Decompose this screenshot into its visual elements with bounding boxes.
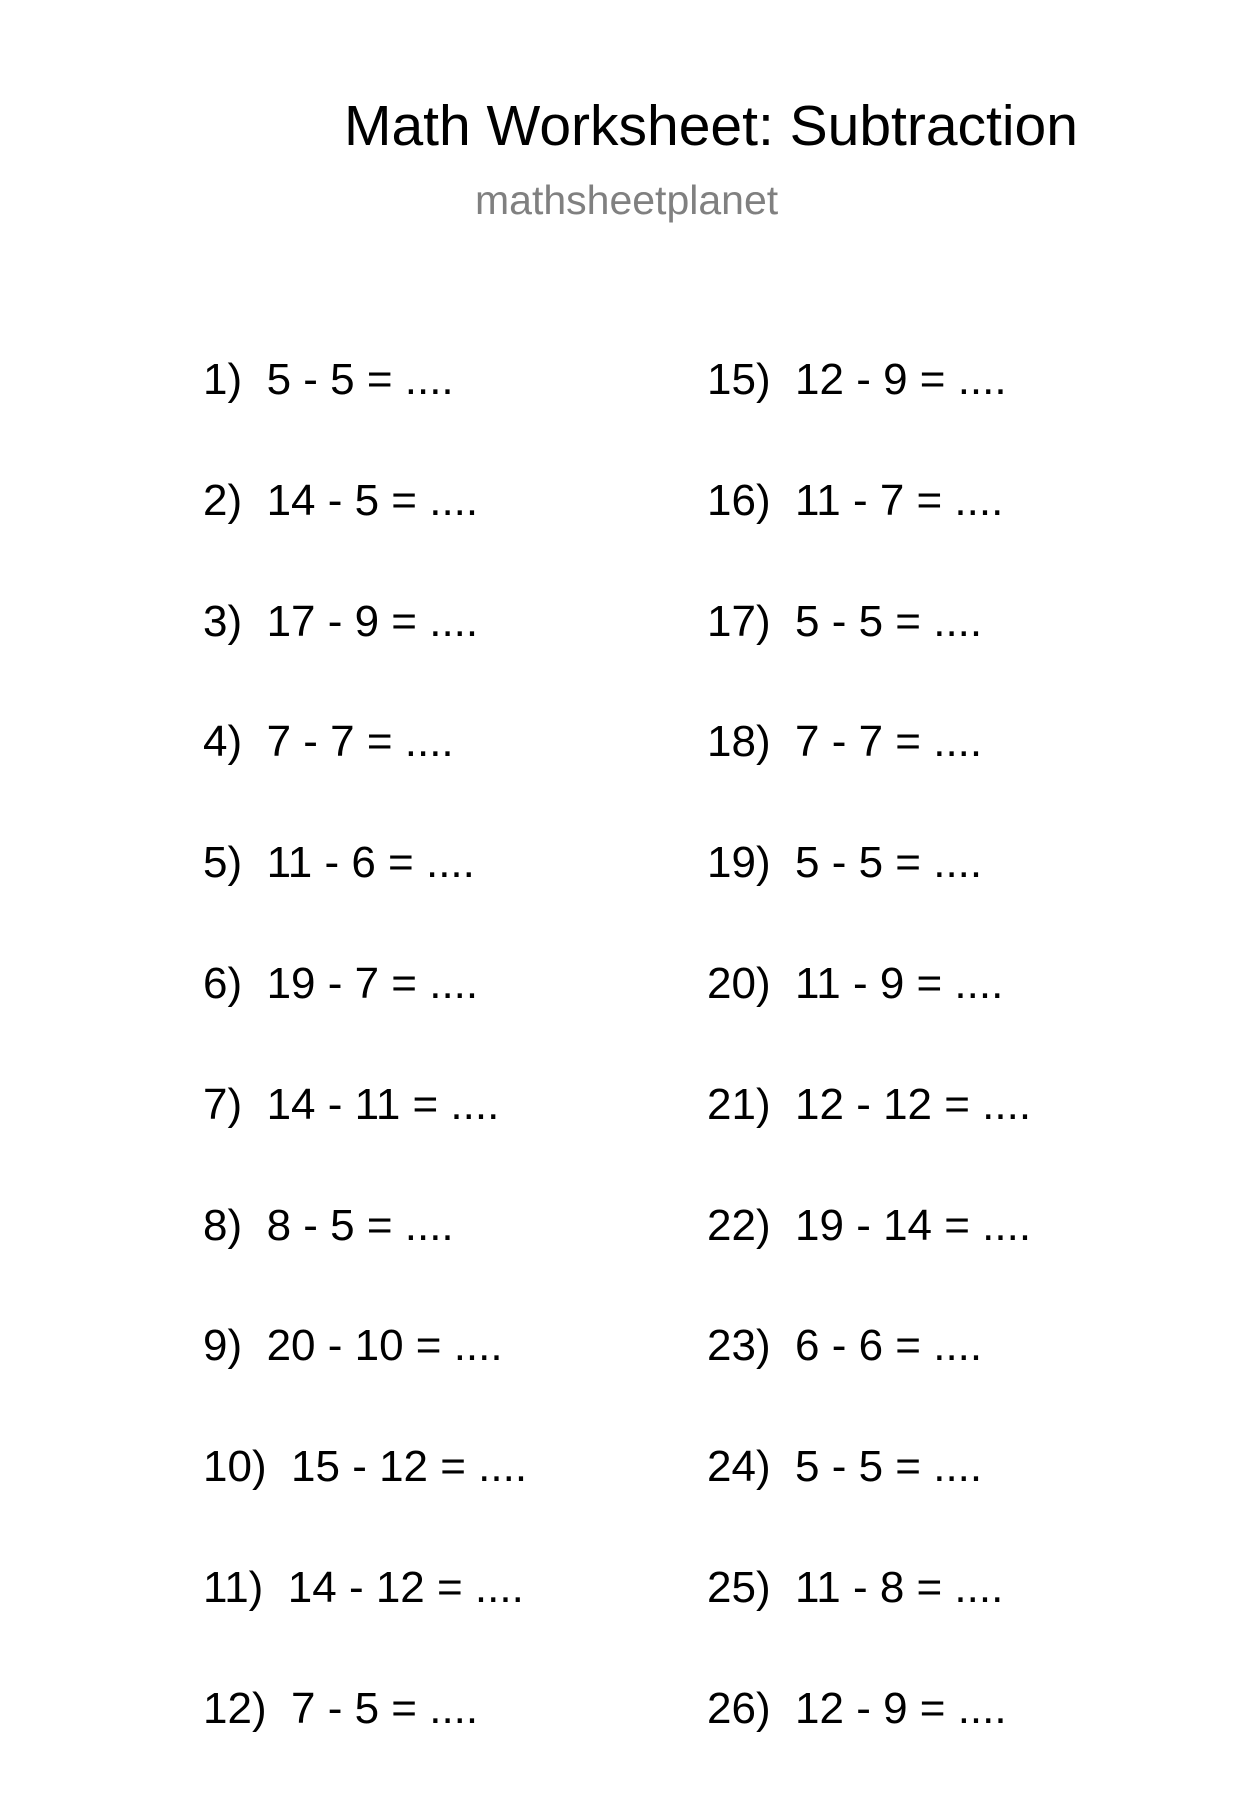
problem-item: 2) 14 - 5 = ....: [203, 475, 479, 525]
problem-item: 25) 11 - 8 = ....: [707, 1562, 1004, 1612]
problem-item: 12) 7 - 5 = ....: [203, 1683, 479, 1733]
problem-item: 19) 5 - 5 = ....: [707, 838, 983, 888]
problems-right-column: [707, 355, 1032, 1808]
problem-item: 17) 5 - 5 = ....: [707, 596, 983, 646]
problems-left-column: [203, 355, 528, 1808]
problem-item: 8) 8 - 5 = ....: [203, 1200, 454, 1250]
problem-item: 22) 19 - 14 = ....: [707, 1200, 1032, 1250]
worksheet-source: mathsheetplanet: [475, 177, 779, 223]
problem-item: 11) 14 - 12 = ....: [203, 1562, 524, 1612]
problem-item: 18) 7 - 7 = ....: [707, 717, 983, 767]
problem-item: 23) 6 - 6 = ....: [707, 1321, 983, 1371]
problem-item: 24) 5 - 5 = ....: [707, 1442, 983, 1492]
problem-item: 20) 11 - 9 = ....: [707, 958, 1004, 1008]
problem-item: 21) 12 - 12 = ....: [707, 1079, 1032, 1129]
problem-item: 6) 19 - 7 = ....: [203, 958, 479, 1008]
problem-item: 3) 17 - 9 = ....: [203, 596, 479, 646]
problem-item: 26) 12 - 9 = ....: [707, 1683, 1007, 1733]
problem-item: 15) 12 - 9 = ....: [707, 355, 1007, 404]
worksheet-title: Math Worksheet: Subtraction: [344, 94, 1078, 158]
problem-item: 9) 20 - 10 = ....: [203, 1321, 503, 1371]
problem-item: 4) 7 - 7 = ....: [203, 717, 454, 767]
problem-item: 16) 11 - 7 = ....: [707, 475, 1004, 525]
problem-item: 1) 5 - 5 = ....: [203, 355, 454, 404]
problem-item: 7) 14 - 11 = ....: [203, 1079, 500, 1129]
problem-item: 10) 15 - 12 = ....: [203, 1442, 528, 1492]
problem-item: 5) 11 - 6 = ....: [203, 838, 475, 888]
